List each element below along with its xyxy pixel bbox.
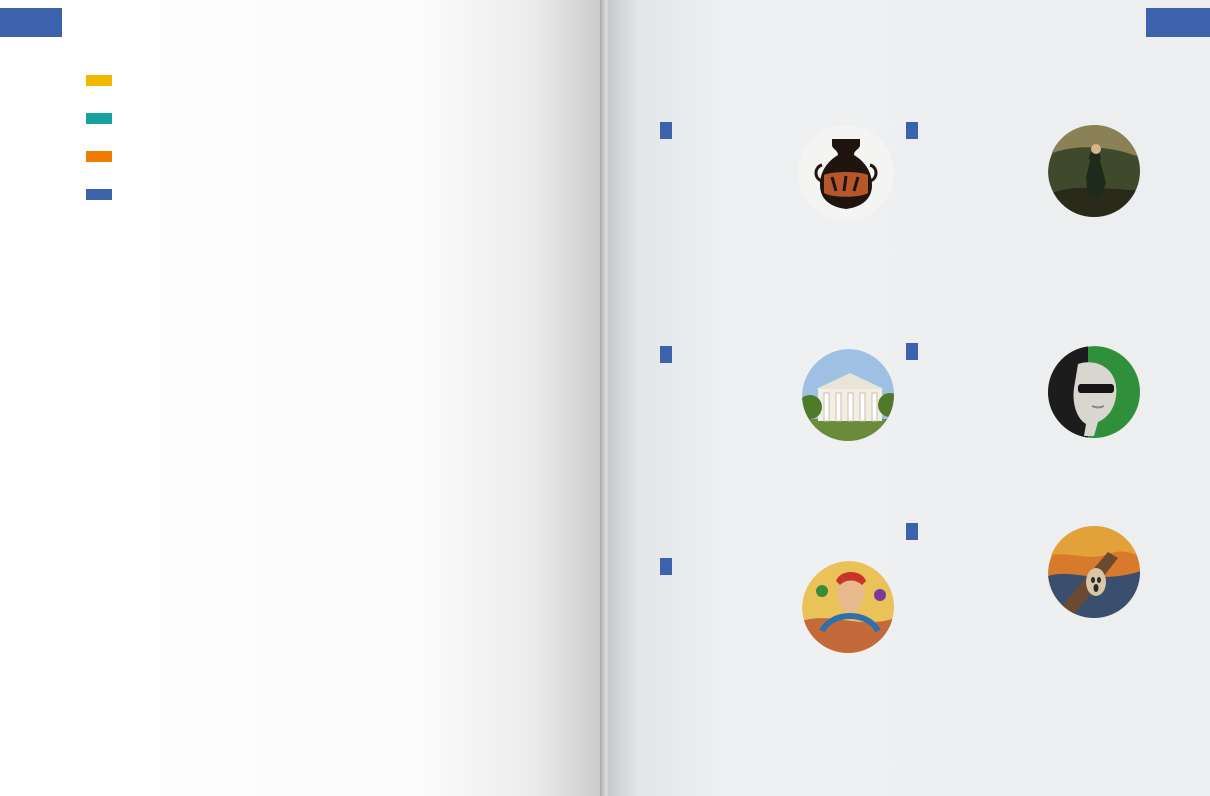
greek-vase-image bbox=[798, 125, 894, 221]
the-scream-image bbox=[1048, 526, 1140, 618]
section-heading-wiesz[interactable] bbox=[86, 184, 522, 204]
section-color-bar bbox=[86, 75, 112, 86]
card-tag bbox=[660, 346, 672, 363]
painting-wanderer-image bbox=[1048, 125, 1140, 217]
card-awangarda bbox=[906, 343, 1140, 442]
folk-art-image bbox=[802, 561, 894, 653]
section-heading-ksztalcenie[interactable] bbox=[86, 108, 522, 128]
section-heading-tworzenie[interactable] bbox=[86, 146, 522, 166]
card-tag bbox=[660, 558, 672, 575]
section-color-bar bbox=[86, 189, 112, 200]
avant-garde-head-image bbox=[1048, 346, 1140, 438]
right-page bbox=[608, 0, 1210, 796]
card-tag bbox=[906, 343, 918, 360]
card-klasycyzm bbox=[660, 122, 894, 225]
section-color-bar bbox=[86, 151, 112, 162]
table-of-contents bbox=[86, 58, 522, 210]
page-number-right bbox=[1146, 8, 1210, 37]
card-tag bbox=[906, 523, 918, 540]
card-dworek bbox=[660, 346, 894, 445]
card-tag bbox=[906, 122, 918, 139]
card-tag bbox=[660, 122, 672, 139]
section-heading-nawiazania[interactable] bbox=[86, 70, 522, 90]
card-natura bbox=[906, 122, 1140, 221]
card-symbolizm bbox=[906, 523, 1140, 622]
card-ludowosc bbox=[660, 558, 894, 657]
section-color-bar bbox=[86, 113, 112, 124]
manor-house-image bbox=[802, 349, 894, 441]
page-number-left bbox=[0, 8, 62, 37]
